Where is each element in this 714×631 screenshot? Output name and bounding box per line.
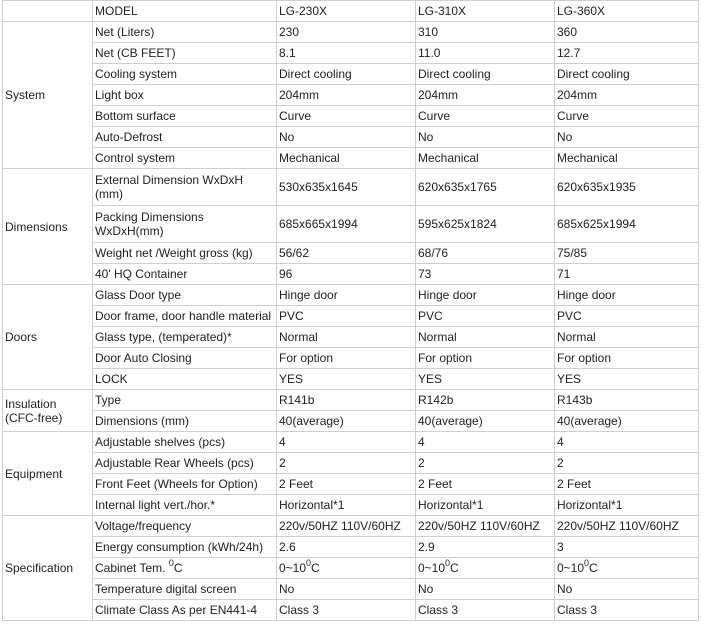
table-row	[3, 432, 699, 453]
cell-value: 12.7	[555, 43, 699, 64]
cell-value: Curve	[555, 106, 699, 127]
table-row	[3, 169, 699, 206]
row-label: Control system	[93, 148, 277, 169]
cell-value: 220v/50HZ 110V/60HZ	[416, 516, 555, 537]
unit-text: C	[173, 561, 183, 575]
cell-value: 220v/50HZ 110V/60HZ	[555, 516, 699, 537]
table-row	[3, 127, 699, 148]
cell-value: 73	[416, 264, 555, 285]
cell-value: Normal	[555, 327, 699, 348]
row-label: Glass Door type	[93, 285, 277, 306]
row-label: Light box	[93, 85, 277, 106]
cell-value: PVC	[555, 306, 699, 327]
spec-table	[2, 0, 699, 621]
group-insulation: Insulation (CFC-free)	[3, 390, 93, 432]
cell-value: Direct cooling	[416, 64, 555, 85]
range-text: 0~10	[279, 561, 307, 575]
cell-value: No	[416, 127, 555, 148]
cell-value: PVC	[277, 306, 416, 327]
table-row	[3, 474, 699, 495]
cell-value: 2.6	[277, 537, 416, 558]
table-row	[3, 22, 699, 43]
group-system: System	[3, 22, 93, 169]
degree-sup: 0	[584, 558, 590, 568]
cell-value: Mechanical	[555, 148, 699, 169]
range-text: 0~10	[557, 561, 585, 575]
table-row	[3, 600, 699, 621]
cell-value: Normal	[416, 327, 555, 348]
row-label: 40' HQ Container	[93, 264, 277, 285]
cell-value: Class 3	[555, 600, 699, 621]
cell-value: 4	[277, 432, 416, 453]
cell-value: For option	[555, 348, 699, 369]
table-row	[3, 64, 699, 85]
row-label	[93, 558, 277, 579]
row-label: Net (CB FEET)	[93, 43, 277, 64]
table-row	[3, 495, 699, 516]
table-row	[3, 43, 699, 64]
row-label: Bottom surface	[93, 106, 277, 127]
table-row	[3, 537, 699, 558]
cell-value: Mechanical	[416, 148, 555, 169]
cell-value	[277, 558, 416, 579]
cell-value: 2	[416, 453, 555, 474]
row-label: Internal light vert./hor.*	[93, 495, 277, 516]
cell-value: No	[277, 579, 416, 600]
table-row	[3, 306, 699, 327]
cell-value: Class 3	[277, 600, 416, 621]
row-label: Voltage/frequency	[93, 516, 277, 537]
cell-value: 2.9	[416, 537, 555, 558]
table-row	[3, 390, 699, 411]
cell-value: For option	[416, 348, 555, 369]
cell-value: 8.1	[277, 43, 416, 64]
row-label: Door Auto Closing	[93, 348, 277, 369]
cell-value: Class 3	[416, 600, 555, 621]
cell-value: 2	[277, 453, 416, 474]
row-label: Glass type, (temperated)*	[93, 327, 277, 348]
table-row	[3, 243, 699, 264]
cell-value: Normal	[277, 327, 416, 348]
cell-value: 310	[416, 22, 555, 43]
header-lg-310x: LG-310X	[416, 1, 555, 22]
cell-value: Curve	[416, 106, 555, 127]
cell-value: 204mm	[416, 85, 555, 106]
cell-value: 620x635x1765	[416, 169, 555, 206]
cell-value: No	[555, 579, 699, 600]
cell-value: PVC	[416, 306, 555, 327]
cell-value	[416, 558, 555, 579]
cell-value: 220v/50HZ 110V/60HZ	[277, 516, 416, 537]
table-row	[3, 411, 699, 432]
cell-value	[555, 558, 699, 579]
table-row	[3, 348, 699, 369]
table-row	[3, 327, 699, 348]
cell-value: 2 Feet	[277, 474, 416, 495]
cell-value: YES	[416, 369, 555, 390]
cell-value: Hinge door	[555, 285, 699, 306]
cell-value: 4	[416, 432, 555, 453]
cell-value: 4	[555, 432, 699, 453]
row-label: Front Feet (Wheels for Option)	[93, 474, 277, 495]
group-specification: Specification	[3, 516, 93, 621]
unit-text: C	[311, 561, 320, 575]
range-text: 0~10	[418, 561, 446, 575]
cell-value: 56/62	[277, 243, 416, 264]
cell-value: 685x625x1994	[555, 206, 699, 243]
row-label: Adjustable Rear Wheels (pcs)	[93, 453, 277, 474]
row-label: LOCK	[93, 369, 277, 390]
cell-value: Horizontal*1	[416, 495, 555, 516]
cell-value: 2	[555, 453, 699, 474]
row-label: Auto-Defrost	[93, 127, 277, 148]
table-row	[3, 264, 699, 285]
table-row	[3, 558, 699, 579]
table-row	[3, 285, 699, 306]
degree-sup: 0	[306, 558, 312, 568]
cell-value: Horizontal*1	[555, 495, 699, 516]
cell-value: Hinge door	[416, 285, 555, 306]
row-label-text: Cabinet Tem.	[95, 561, 169, 575]
table-row	[3, 106, 699, 127]
row-label: Net (Liters)	[93, 22, 277, 43]
table-row	[3, 148, 699, 169]
row-label: Packing Dimensions WxDxH(mm)	[93, 206, 277, 243]
row-label: Dimensions (mm)	[93, 411, 277, 432]
cell-value: 96	[277, 264, 416, 285]
unit-text: C	[450, 561, 459, 575]
cell-value: 40(average)	[277, 411, 416, 432]
cell-value: R142b	[416, 390, 555, 411]
cell-value: 75/85	[555, 243, 699, 264]
cell-value: Horizontal*1	[277, 495, 416, 516]
cell-value: Direct cooling	[277, 64, 416, 85]
cell-value: Mechanical	[277, 148, 416, 169]
table-row	[3, 453, 699, 474]
row-label: Temperature digital screen	[93, 579, 277, 600]
cell-value: 68/76	[416, 243, 555, 264]
cell-value: R141b	[277, 390, 416, 411]
cell-value: 40(average)	[416, 411, 555, 432]
cell-value: 685x665x1994	[277, 206, 416, 243]
cell-value: 595x625x1824	[416, 206, 555, 243]
row-label: External Dimension WxDxH (mm)	[93, 169, 277, 206]
cell-value: Curve	[277, 106, 416, 127]
cell-value: 40(average)	[555, 411, 699, 432]
cell-value: No	[277, 127, 416, 148]
cell-value: For option	[277, 348, 416, 369]
cell-value: R143b	[555, 390, 699, 411]
cell-value: 204mm	[277, 85, 416, 106]
cell-value: 530x635x1645	[277, 169, 416, 206]
degree-sup: 0	[445, 558, 451, 568]
cell-value: 360	[555, 22, 699, 43]
table-row	[3, 206, 699, 243]
header-lg-360x: LG-360X	[555, 1, 699, 22]
cell-value: No	[555, 127, 699, 148]
row-label: Adjustable shelves (pcs)	[93, 432, 277, 453]
cell-value: YES	[555, 369, 699, 390]
row-label: Weight net /Weight gross (kg)	[93, 243, 277, 264]
cell-value: 3	[555, 537, 699, 558]
cell-value: No	[416, 579, 555, 600]
cell-value: Direct cooling	[555, 64, 699, 85]
row-label: Energy consumption (kWh/24h)	[93, 537, 277, 558]
group-equipment: Equipment	[3, 432, 93, 516]
header-model: MODEL	[93, 1, 277, 22]
header-lg-230x: LG-230X	[277, 1, 416, 22]
row-label: Type	[93, 390, 277, 411]
cell-value: YES	[277, 369, 416, 390]
cell-value: 71	[555, 264, 699, 285]
table-row	[3, 369, 699, 390]
group-dimensions: Dimensions	[3, 169, 93, 285]
table-row	[3, 85, 699, 106]
header-blank	[3, 1, 93, 22]
cell-value: Hinge door	[277, 285, 416, 306]
row-label: Door frame, door handle material	[93, 306, 277, 327]
cell-value: 11.0	[416, 43, 555, 64]
cell-value: 620x635x1935	[555, 169, 699, 206]
table-row	[3, 516, 699, 537]
unit-text: C	[589, 561, 598, 575]
row-label: Cooling system	[93, 64, 277, 85]
cell-value: 204mm	[555, 85, 699, 106]
header-row	[3, 1, 699, 22]
group-doors: Doors	[3, 285, 93, 390]
cell-value: 230	[277, 22, 416, 43]
cell-value: 2 Feet	[416, 474, 555, 495]
degree-sup: 0	[168, 558, 174, 568]
table-row	[3, 579, 699, 600]
cell-value: 2 Feet	[555, 474, 699, 495]
row-label: Climate Class As per EN441-4	[93, 600, 277, 621]
